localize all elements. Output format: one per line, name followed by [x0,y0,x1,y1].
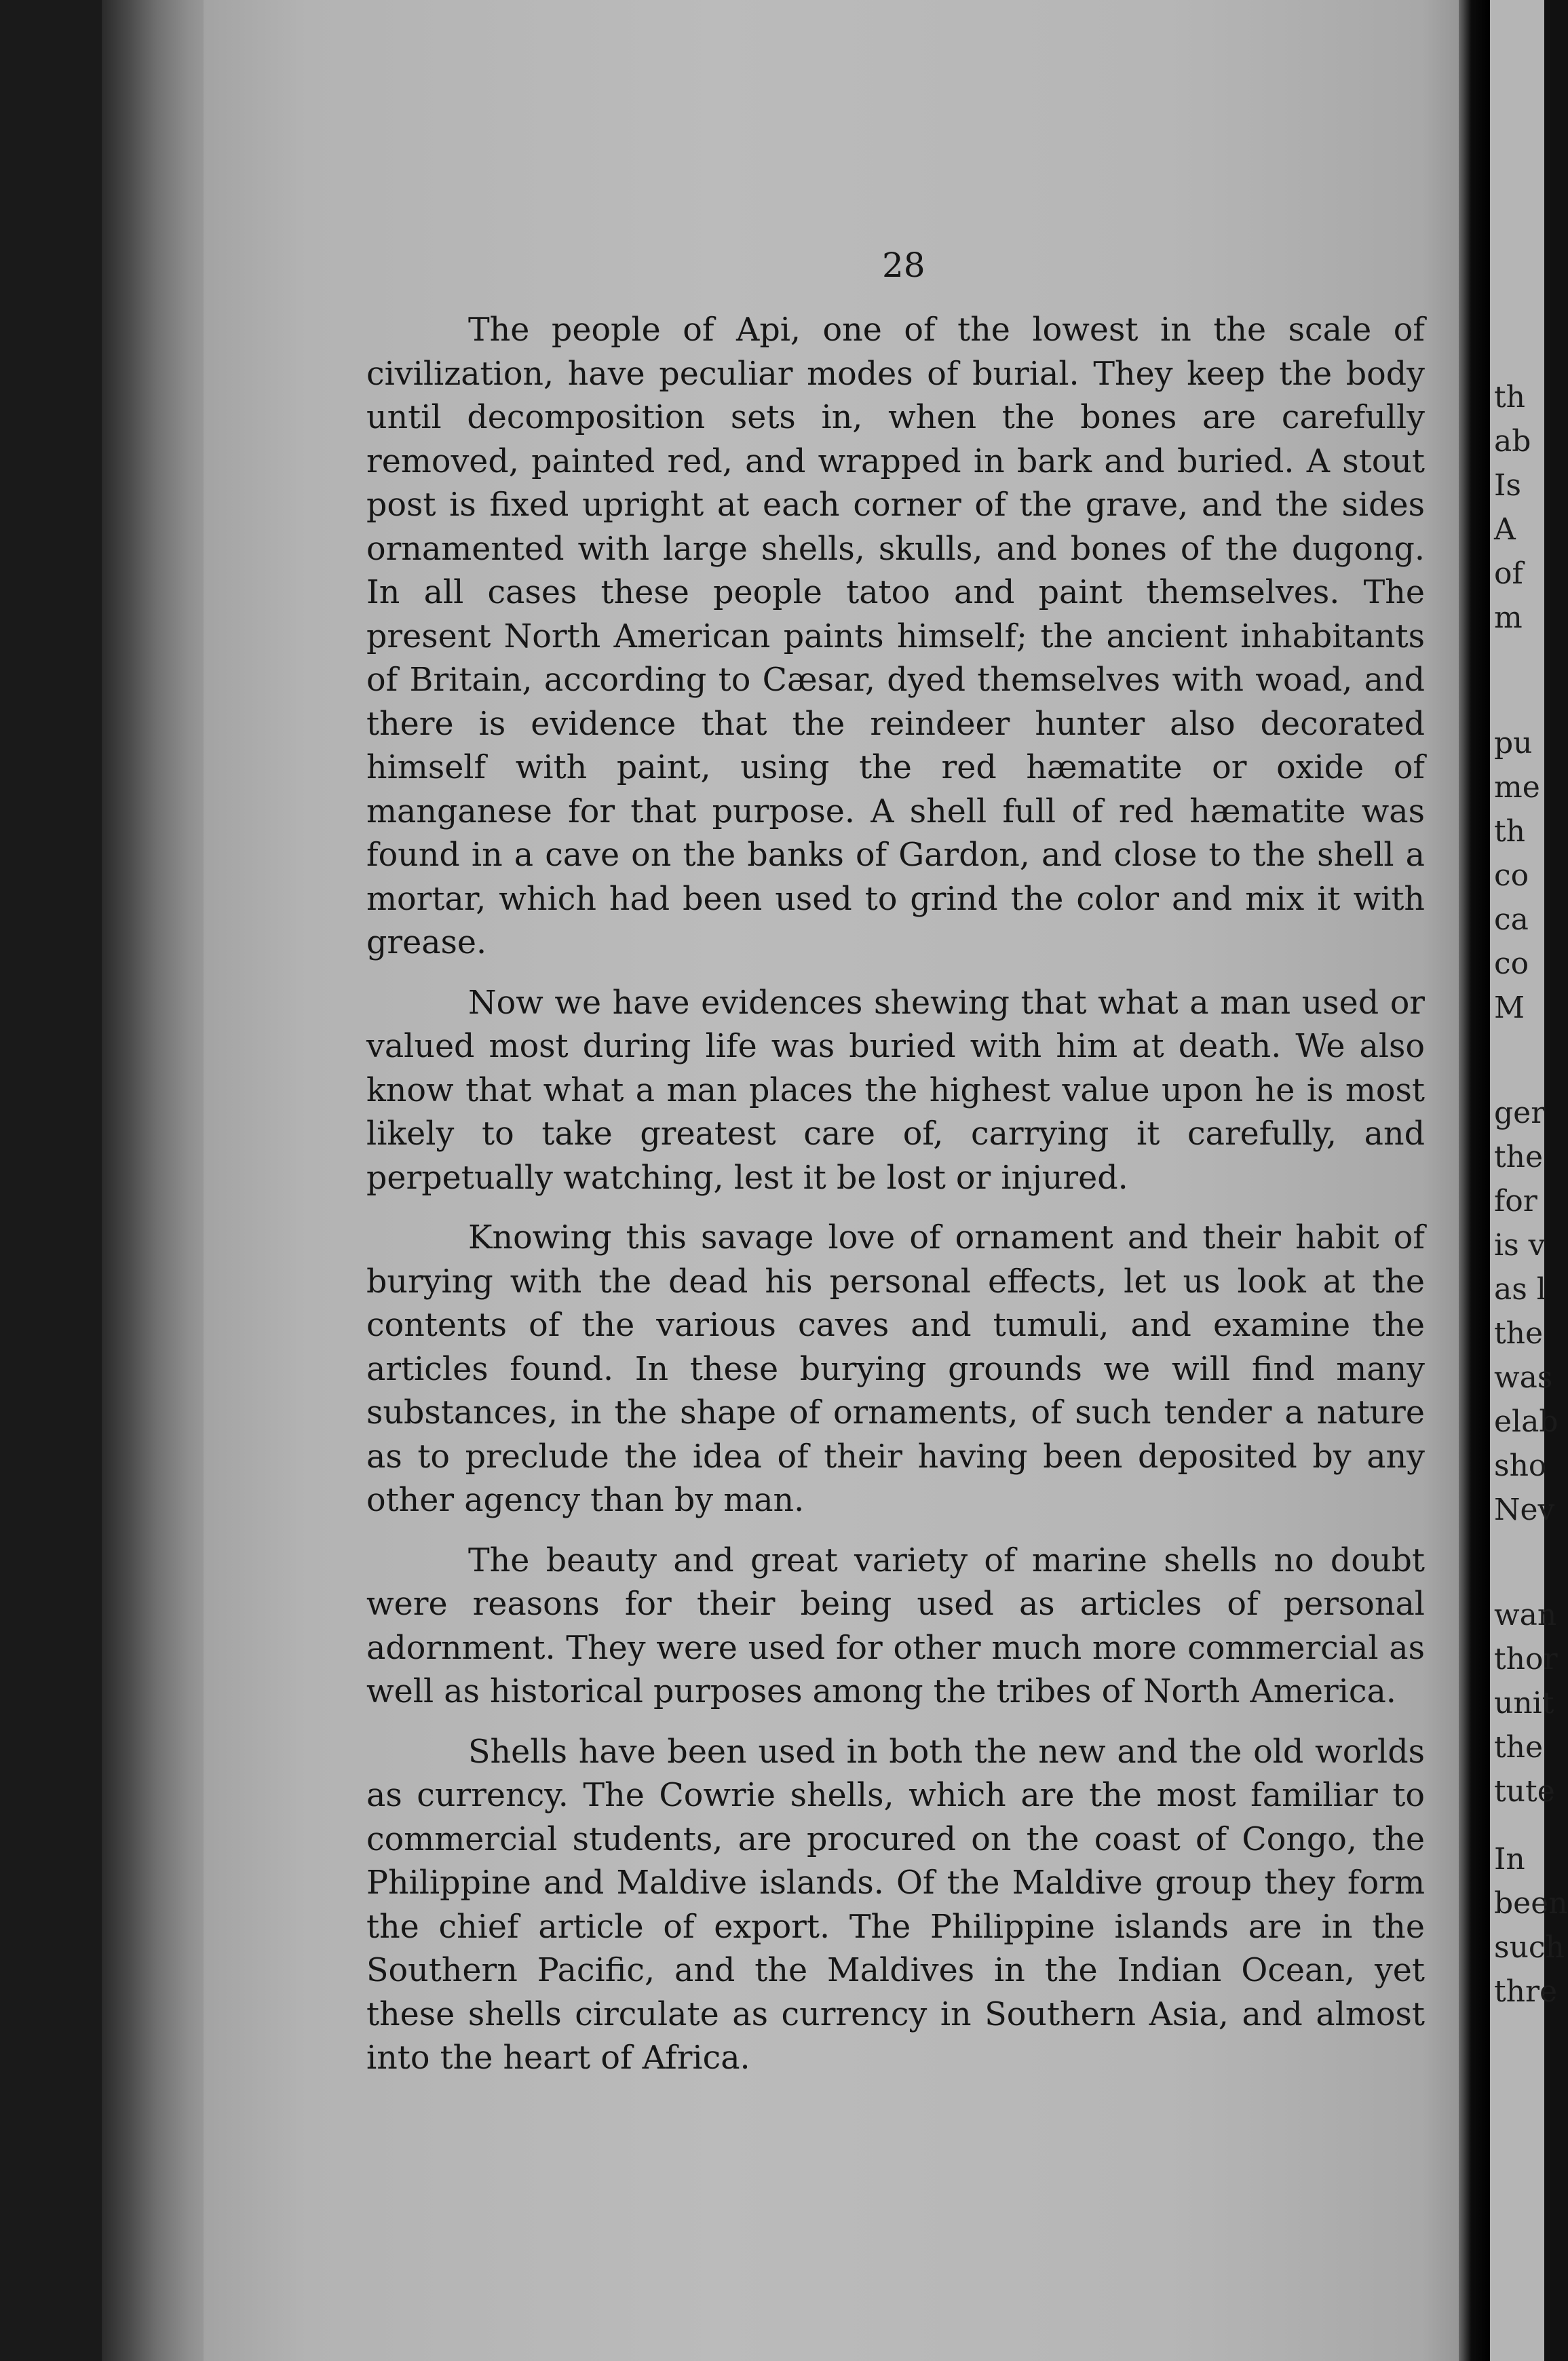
fragment: co [1494,858,1529,893]
fragment: the [1494,1730,1544,1765]
fragment: M [1494,991,1525,1025]
fragment: pu [1494,726,1533,761]
page-edges [102,0,210,2361]
fragment: th [1494,380,1526,415]
paragraph: Knowing this savage love of ornament and their habit of burying with the dead his personal effects, let us look at the contents of the various caves and tumuli, and examine the articles found. In these burying grounds we will find many substances, in the shape of ornaments, of such tender a nature as to preclude the idea of their having been deposited by any other agency than by man. [366,1219,1425,1519]
fragment: Nev [1494,1493,1555,1527]
fragment: elab [1494,1404,1559,1439]
fragment: ca [1494,902,1529,937]
book-spine [1459,0,1490,2361]
fragment: thre [1494,1974,1558,2009]
fragment: tute [1494,1774,1555,1809]
fragment: unit [1494,1686,1554,1721]
fragment: In [1494,1842,1525,1877]
fragment: the [1494,1140,1544,1174]
paragraph: The people of Api, one of the lowest in the scale of civilization, have peculiar modes of burial. They keep the body until decomposition sets in, when the bones are carefully removed, painted red, and wrapped in bark and buried. A stout post is fixed upright at each corner of the grave, and the sides ornamented with large shells, skulls, and bones of the dugong. In all cases these people tatoo and paint themselves. The present North American paints himself; the ancient inhabitants of Britain, according to Cæsar, dyed themselves with woad, and there is evidence that the reindeer hunter also decorated himself with paint, using the red hæmatite or oxide of manganese for that purpose. A shell full of red hæmatite was found in a cave on the banks of Gardon, and close to the shell a mortar, which had been used to grind the color and mix it with grease. [366,311,1425,961]
fragment: such [1494,1930,1565,1965]
fragment: thor [1494,1642,1558,1676]
fragment: of [1494,556,1523,591]
fragment: ger [1494,1096,1546,1130]
fragment: the [1494,1316,1544,1351]
fragment: as l [1494,1272,1546,1307]
fragment: was [1494,1360,1553,1395]
fragment: sho [1494,1448,1547,1483]
fragment: is v [1494,1228,1546,1263]
fragment: Is [1494,468,1521,503]
fragment: wan [1494,1598,1557,1632]
body-text [366,309,1425,2081]
fragment: th [1494,814,1526,849]
paragraph: Shells have been used in both the new and the old worlds as currency. The Cowrie shells, which are the most familiar to commercial students, are procured on the coast of Congo, the Philippine and Maldive islands. Of the Maldive group they form the chief article of export. The Philippine islands are in the Southern Pacific, and the Maldives in the Indian Ocean, yet these shells circulate as currency in Southern Asia, and almost into the heart of Africa. [366,1733,1425,2077]
fragment: been [1494,1886,1568,1921]
fragment: co [1494,946,1529,981]
paragraph: Now we have evidences shewing that what a man used or valued most during life was buried with him at death. We also know that what a man places the highest value upon he is most likely to take greatest care of, carrying it carefully, and perpetually watching, lest it be lost or injured. [366,984,1425,1197]
fragment: me [1494,770,1540,805]
fragment: m [1494,600,1523,635]
adjacent-page [1490,0,1568,2361]
paragraph: The beauty and great variety of marine shells no doubt were reasons for their being used as articles of personal adornment. They were used for other much more commercial as well as historical purposes among the tribes of North America. [366,1541,1425,1710]
fragment: A [1494,512,1516,547]
fragment: for [1494,1184,1537,1218]
page-number: 28 [882,246,925,285]
fragment: ab [1494,424,1531,459]
